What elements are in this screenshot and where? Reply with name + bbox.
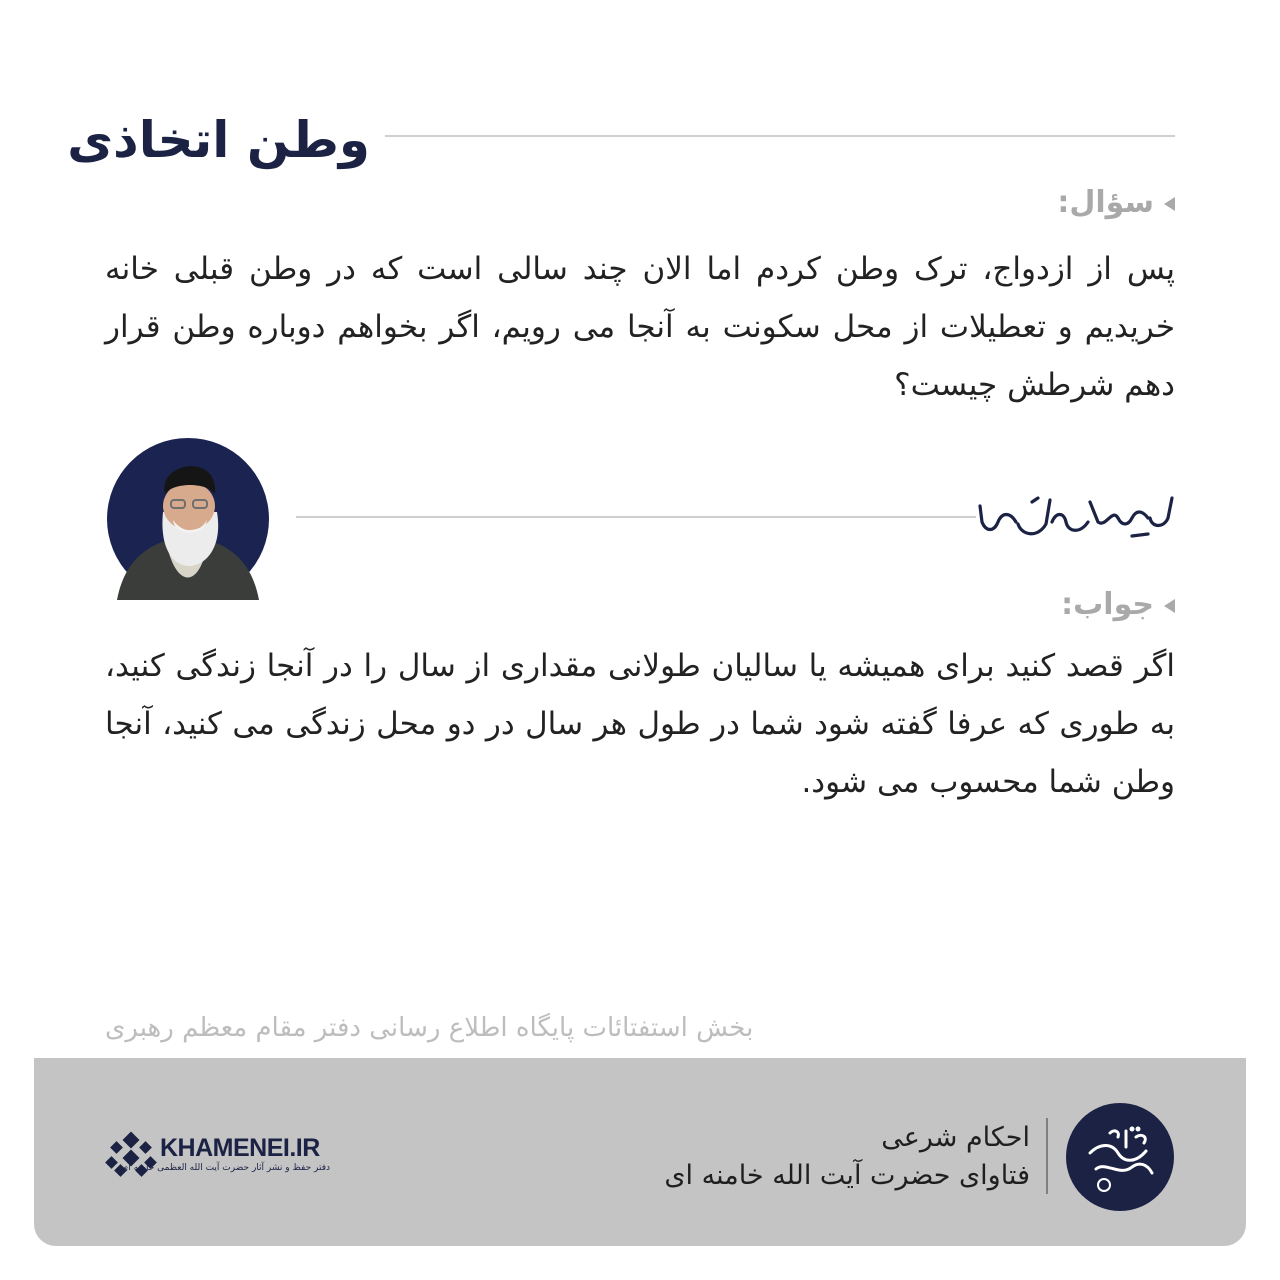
page-title: وطن اتخاذی: [67, 111, 370, 169]
answer-label-text: جواب:: [1061, 587, 1154, 622]
answer-label: [1061, 585, 1175, 625]
series-emblem-icon: [1066, 1103, 1174, 1211]
answer-text: اگر قصد کنید برای همیشه یا سالیان طولانی مقداری از سال را در آنجا زندگی کنید، به طوری که عرفا گفته شود شما در طول هر سال در دو محل زندگی می کنید، آنجا وطن شما محسوب می شود.: [105, 648, 1175, 800]
question-label: [1057, 183, 1175, 223]
khamenei-logo[interactable]: [106, 1133, 331, 1179]
footer-subtitle: فتاوای حضرت آیت الله خامنه ای: [664, 1160, 1030, 1191]
title-divider: [385, 135, 1175, 137]
section-divider: [296, 516, 976, 518]
source-credit: بخش استفتائات پایگاه اطلاع رسانی دفتر مقام معظم رهبری: [105, 1013, 754, 1043]
triangle-bullet-icon: [1164, 599, 1175, 613]
triangle-bullet-icon: [1164, 197, 1175, 211]
basmala-calligraphy-icon: [972, 488, 1177, 548]
portrait-avatar: [107, 438, 269, 600]
footer-divider: [1046, 1118, 1048, 1194]
question-text: پس از ازدواج، ترک وطن کردم اما الان چند سالی است که در وطن قبلی خانه خریدیم و تعطیلات از محل سکونت به آنجا می رویم، اگر بخواهم دوباره وطن قرار دهم شرطش چیست؟: [105, 251, 1175, 403]
question-label-text: سؤال:: [1057, 185, 1154, 220]
khamenei-wordmark: KHAMENEI.IR: [160, 1134, 320, 1162]
footer-category: احکام شرعی: [881, 1122, 1030, 1153]
khamenei-tagline: دفتر حفظ و نشر آثار حضرت آیت الله العظمی خامنه ای: [121, 1163, 330, 1173]
